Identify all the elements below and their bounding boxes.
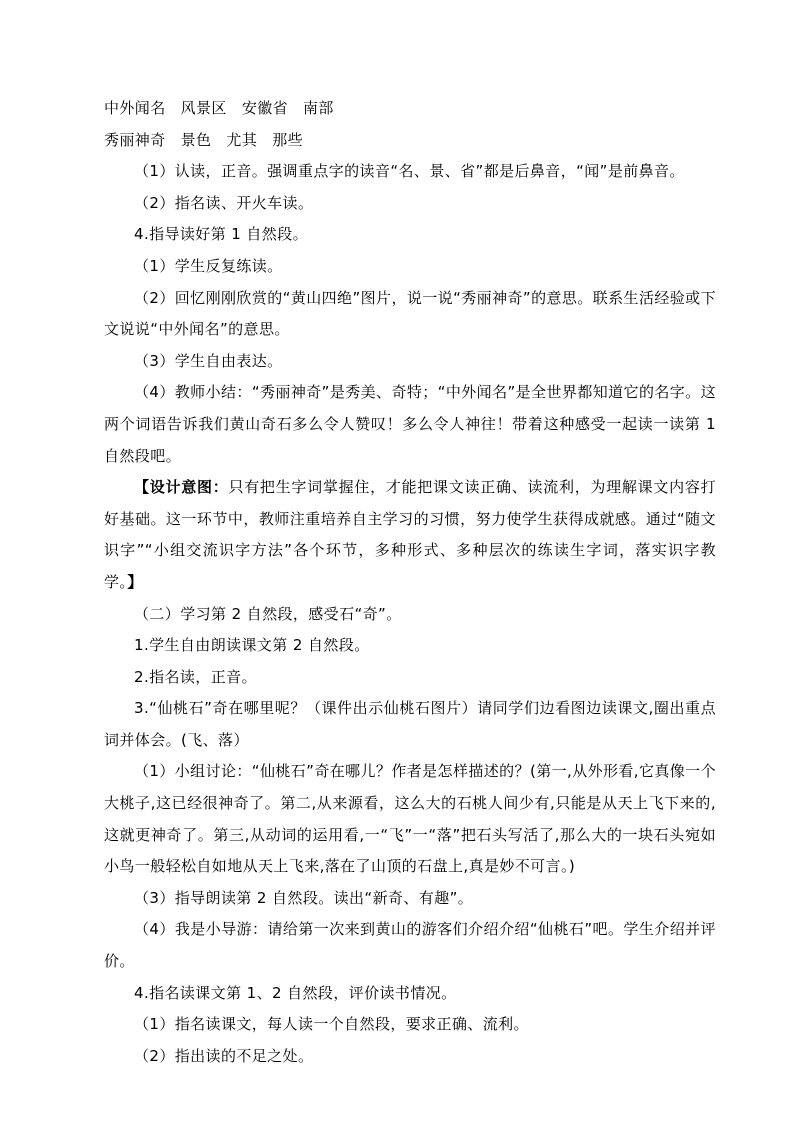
vocab-word: 中外闻名	[104, 99, 166, 117]
paragraph: （1）指名读课文，每人读一个自然段，要求正确、流利。	[134, 1015, 529, 1034]
section-heading: 4.指名读课文第 1、2 自然段，评价读书情况。	[134, 983, 457, 1002]
section-heading: （二）学习第 2 自然段，感受石“奇”。	[134, 604, 402, 623]
paragraph: 3.“仙桃石”奇在哪里呢？（课件出示仙桃石图片）请同学们边看图边读课文,圈出重点词并体会。(飞、落）	[104, 699, 716, 749]
paragraph: （2）回忆刚刚欣赏的“黄山四绝”图片，说一说“秀丽神奇”的意思。联系生活经验或下文说说“中外闻名”的意思。	[104, 288, 716, 339]
design-intent-paragraph	[104, 472, 716, 598]
paragraph: 2.指名读，正音。	[134, 667, 257, 686]
document-body	[104, 93, 716, 1072]
vocab-word: 南部	[303, 99, 334, 117]
paragraph: （3）指导朗读第 2 自然段。读出“新奇、有趣”。	[134, 888, 474, 907]
vocab-word: 那些	[272, 130, 304, 149]
vocab-word: 尤其	[226, 130, 258, 149]
paragraph: （4）教师小结：“秀丽神奇”是秀美、奇特；“中外闻名”是全世界都知道它的名字。这两个词语告诉我们黄山奇石多么令人赞叹！多么令人神往！带着这种感受一起读一读第 1 自然段吧。	[104, 383, 716, 465]
paragraph: （3）学生自由表达。	[134, 351, 283, 370]
design-intent-colon: ：	[212, 478, 229, 497]
paragraph: 1.学生自由朗读课文第 2 自然段。	[134, 636, 370, 655]
paragraph: （1）小组讨论：“仙桃石”奇在哪儿？作者是怎样描述的？(第一,从外形看,它真像一个大桃子,这已经很神奇了。第二,从来源看，这么大的石桃人间少有,只能是从天上飞下来的,这就更神奇了。第三,从动词的运用看,一“飞”一“落”把石头写活了,那么大的一块石头宛如小鸟一般轻松自如地从天上飞来,落在了山顶的石盘上,真是妙不可言。)	[104, 762, 716, 876]
vocab-word: 秀丽神奇	[104, 130, 166, 149]
vocab-word: 风景区	[180, 99, 227, 117]
section-heading: 4.指导读好第 1 自然段。	[134, 225, 308, 244]
paragraph: （2）指名读、开火车读。	[134, 193, 314, 212]
design-intent-label: 【设计意图	[134, 478, 213, 497]
paragraph: （1）学生反复练读。	[134, 256, 283, 275]
paragraph: （1）认读，正音。强调重点字的读音“名、景、省”都是后鼻音，“闻”是前鼻音。	[134, 162, 685, 181]
vocab-word: 安徽省	[241, 99, 289, 117]
vocab-row-2	[104, 125, 716, 157]
vocab-row-1	[104, 93, 716, 125]
paragraph: （4）我是小导游：请给第一次来到黄山的游客们介绍介绍“仙桃石”吧。学生介绍并评价。	[104, 920, 716, 971]
design-intent-end: 】	[127, 572, 143, 591]
paragraph: （2）指出读的不足之处。	[134, 1046, 314, 1065]
vocab-word: 景色	[180, 130, 212, 149]
design-intent-text: 只有把生字词掌握住，才能把课文读正确、读流利，为理解课文内容打好基础。这一环节中，教师注重培养自主学习的习惯，努力使学生获得成就感。通过“随文识字”“小组交流识字方法”各个环节，多种形式、多种层次的练读生字词，落实识字教学。	[104, 478, 716, 591]
